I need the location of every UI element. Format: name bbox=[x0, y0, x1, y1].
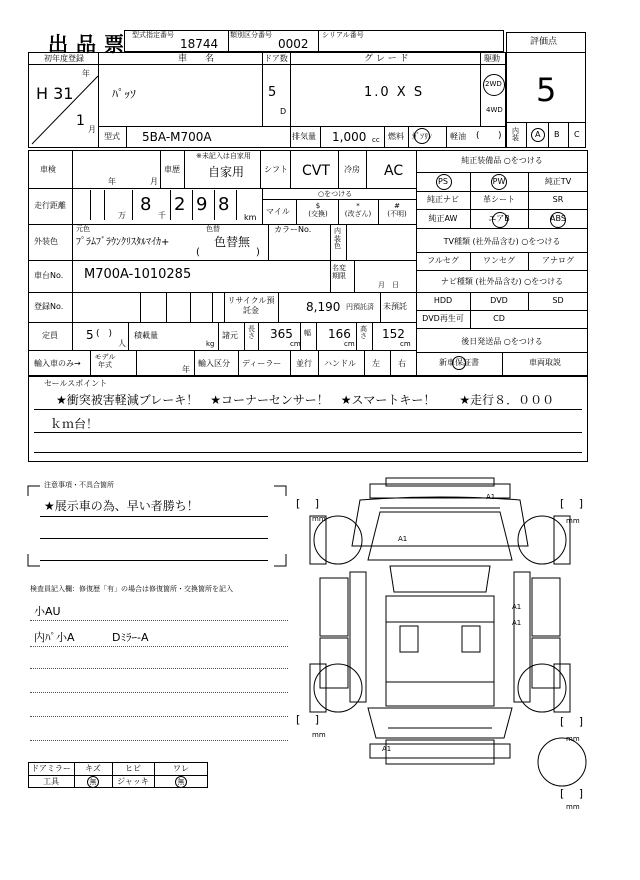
recycle-unit: 円預託済 bbox=[346, 303, 374, 311]
capacity-value: 5 bbox=[86, 328, 94, 342]
missing-h-scratch: キズ bbox=[85, 764, 101, 773]
tire-fl-unit: mm bbox=[312, 515, 326, 523]
sales-label: セールスポイント bbox=[44, 379, 108, 388]
tire-fl-bracket: [ ] bbox=[296, 497, 320, 510]
color-change-value: 色替無 bbox=[214, 235, 251, 249]
height-label: 高さ bbox=[360, 325, 367, 340]
registration-label: 登録No. bbox=[34, 302, 64, 311]
capacity-label: 定員 bbox=[42, 331, 58, 340]
color-change-label: 色替 bbox=[206, 225, 220, 233]
category-label: 類別区分番号 bbox=[230, 31, 272, 39]
history-value: 自家用 bbox=[208, 165, 245, 179]
km-unit: km bbox=[244, 213, 257, 222]
inspection-year-unit: 年 bbox=[108, 177, 116, 186]
category-value: 0002 bbox=[278, 37, 309, 51]
man-unit: 万 bbox=[118, 211, 126, 220]
nav-dvd: DVD bbox=[490, 296, 508, 305]
height-cm: cm bbox=[400, 340, 411, 348]
damage-mark-4: A1 bbox=[512, 619, 522, 627]
displacement-unit: cc bbox=[372, 136, 380, 144]
missing-h-mirror: ドアミラー bbox=[31, 764, 71, 773]
model-label: 型式 bbox=[104, 132, 120, 141]
nav-hdd: HDD bbox=[433, 296, 453, 305]
tire-spare-unit: mm bbox=[566, 803, 580, 811]
equip-aw: 純正AW bbox=[428, 214, 458, 223]
equip-pw: PW bbox=[492, 177, 506, 186]
grade-label: グ レ ー ド bbox=[364, 54, 409, 64]
sen-unit: 千 bbox=[158, 211, 166, 220]
name-change-label: 名変期限 bbox=[332, 264, 346, 281]
inspector-line-2a: 内ﾊﾟ小A bbox=[34, 631, 75, 644]
tire-rl-bracket: [ ] bbox=[296, 713, 320, 726]
later-warranty: 新車保証書 bbox=[439, 358, 479, 367]
name-change-date: 月 日 bbox=[378, 281, 399, 289]
parallel-label: 並行 bbox=[296, 359, 312, 368]
model-value: 5BA-M700A bbox=[142, 130, 212, 144]
recycle-value: 8,190 bbox=[306, 300, 341, 314]
car-damage-diagram bbox=[290, 476, 590, 816]
year-unit: 年 bbox=[82, 69, 90, 78]
color-label: 外装色 bbox=[34, 237, 58, 246]
tv-analog: アナログ bbox=[542, 256, 574, 265]
missing-jack: ジャッキ bbox=[117, 777, 149, 786]
mileage-label: 走行距離 bbox=[34, 201, 66, 210]
tv-oneseg: ワンセグ bbox=[483, 256, 515, 265]
displacement-value: 1,000 bbox=[332, 130, 367, 144]
era-value: H 31 bbox=[36, 84, 74, 103]
right-label: 右 bbox=[398, 359, 406, 368]
inspection-label: 車検 bbox=[40, 165, 56, 174]
inspector-line-2b: Dﾐﾗｰ-A bbox=[112, 631, 149, 644]
equipment-header: 純正装備品 ○をつける bbox=[461, 156, 543, 165]
shift-label: シフト bbox=[264, 165, 288, 174]
damage-mark-1: A1 bbox=[486, 493, 496, 501]
damage-mark-5: A1 bbox=[382, 745, 392, 753]
inspection-month-unit: 月 bbox=[150, 177, 158, 186]
sales-line-2: ｋｍ台！ bbox=[50, 417, 99, 431]
recycle-status: 未預託 bbox=[383, 302, 407, 311]
sales-point-box bbox=[28, 376, 588, 462]
drive-2wd: 2WD bbox=[485, 80, 502, 88]
form-title: 出品票 bbox=[48, 32, 132, 56]
load-label: 積載量 bbox=[134, 331, 158, 340]
altered-label: * (改ざん) bbox=[344, 202, 372, 219]
mileage-digit-2: 9 bbox=[196, 194, 208, 215]
dealer-label: ディーラー bbox=[242, 359, 282, 368]
tire-fr-bracket: [ ] bbox=[560, 497, 584, 510]
car-name-label: 車 名 bbox=[178, 54, 215, 64]
interior-label: 内装 bbox=[512, 127, 519, 142]
equip-airbag: エアB bbox=[488, 214, 510, 223]
damage-mark-2: A1 bbox=[398, 535, 408, 543]
history-note: ※未記入は自家用 bbox=[196, 152, 251, 160]
tax-label: 諸元 bbox=[222, 331, 238, 340]
serial-label: シリアル番号 bbox=[322, 31, 364, 39]
chassis-value: M700A-1010285 bbox=[84, 267, 192, 282]
interior-c: C bbox=[574, 130, 580, 139]
equip-abs: ABS bbox=[550, 214, 566, 223]
interior-b: B bbox=[554, 130, 560, 139]
drive-4wd: 4WD bbox=[486, 106, 503, 114]
light-oil-label: 軽油 bbox=[450, 132, 466, 141]
nav-sd: SD bbox=[552, 296, 564, 305]
notes-label: 注意事項・不具合箇所 bbox=[44, 481, 114, 489]
length-label: 長さ bbox=[248, 325, 255, 340]
ac-label: 冷房 bbox=[344, 165, 360, 174]
width-cm: cm bbox=[344, 340, 355, 348]
model-cert-label: 型式指定番号 bbox=[132, 31, 174, 39]
header-section: 出品票 型式指定番号 18744 類別区分番号 0002 シリアル番号 評価点 5 初年度登録 車 名 ドア数 グ レ ー ド 駆動 H 31 年 1 月 ﾊﾟｯｿ 5 D 1.0 X S 2WD 4WD 型式 5BA-M700A 排気量 1,000 cc 燃料 ｶﾞｿﾘﾝ 軽油 ( ) 内装 A B C bbox=[28, 30, 588, 148]
first-reg-label: 初年度登録 bbox=[44, 54, 84, 63]
color-orig-label: 元色 bbox=[76, 225, 90, 233]
missing-jack-value: 無 bbox=[177, 778, 185, 786]
model-year-unit: 年 bbox=[182, 365, 190, 374]
import-type-label: 輸入区分 bbox=[198, 359, 230, 368]
width-label: 幅 bbox=[304, 329, 311, 337]
shift-value: CVT bbox=[302, 163, 330, 179]
exchanged-label: $ (交換) bbox=[308, 202, 328, 219]
equip-sr: SR bbox=[552, 195, 564, 204]
doors-label: ドア数 bbox=[264, 54, 288, 63]
chassis-label: 車台No. bbox=[34, 271, 64, 280]
fuel-value: ｶﾞｿﾘﾝ bbox=[412, 132, 432, 141]
mile-label: マイル bbox=[266, 207, 290, 216]
history-label: 車歴 bbox=[164, 165, 180, 174]
inspector-label: 検査員記入欄：修復歴「有」の場合は修復箇所・交換箇所を記入 bbox=[30, 585, 233, 593]
cd-label: CD bbox=[493, 314, 505, 323]
length-value: 365 bbox=[270, 327, 293, 341]
interior-a: A bbox=[535, 130, 541, 139]
grade-score-label: 評価点 bbox=[530, 37, 558, 47]
mile-circle-note: ○をつける bbox=[318, 190, 353, 198]
notes-line-1: ★展示車の為、早い者勝ち！ bbox=[44, 499, 199, 513]
doors-type: D bbox=[280, 107, 287, 116]
mileage-man: 8 bbox=[140, 194, 152, 215]
later-header: 後日発送品 ○をつける bbox=[461, 337, 543, 346]
equip-leather: 革シート bbox=[483, 195, 515, 204]
missing-tools-value: 無 bbox=[89, 778, 97, 786]
month-unit: 月 bbox=[88, 125, 96, 134]
mileage-digit-3: 8 bbox=[218, 194, 230, 215]
drive-label: 駆動 bbox=[484, 54, 500, 63]
import-label: 輸入車のみ→ bbox=[34, 359, 81, 368]
month-value: 1 bbox=[76, 113, 85, 129]
missing-tools: 工具 bbox=[43, 777, 59, 786]
recycle-label: リサイクル預託金 bbox=[227, 296, 275, 315]
dvd-label: DVD再生可 bbox=[422, 314, 464, 323]
tv-header: TV種類 (社外品含む) ○をつける bbox=[443, 237, 561, 246]
left-label: 左 bbox=[372, 359, 380, 368]
inspector-line-1: 小AU bbox=[34, 605, 61, 618]
car-name-value: ﾊﾟｯｿ bbox=[112, 87, 137, 101]
sales-line-1: ★衝突被害軽減ブレーキ！ ★コーナーセンサー！ ★スマートキー！ ★走行８．０００ bbox=[56, 393, 555, 407]
handle-label: ハンドル bbox=[324, 359, 356, 368]
height-value: 152 bbox=[382, 327, 405, 341]
ac-value: AC bbox=[384, 163, 404, 179]
length-cm: cm bbox=[290, 340, 301, 348]
grade-value: 1.0 X S bbox=[364, 85, 425, 100]
doors-value: 5 bbox=[268, 85, 277, 100]
tv-fullseg: フルセグ bbox=[427, 256, 459, 265]
fuel-label: 燃料 bbox=[388, 132, 404, 141]
grade-score-value: 5 bbox=[536, 71, 557, 109]
equip-tv: 純正TV bbox=[544, 177, 572, 186]
tire-rl-unit: mm bbox=[312, 731, 326, 739]
unknown-label: # (不明) bbox=[387, 202, 407, 219]
interior-color-label: 内装色 bbox=[334, 227, 341, 251]
tire-rr-bracket: [ ] bbox=[560, 715, 584, 728]
equipment-panel bbox=[416, 150, 588, 376]
color-value: ﾌﾟﾗﾑﾌﾞﾗｳﾝｸﾘｽﾀﾙﾏｲｶ+ bbox=[76, 237, 170, 248]
model-year-label: モデル年式 bbox=[94, 353, 116, 369]
missing-h-crack: ヒビ bbox=[125, 764, 141, 773]
notes-bracket bbox=[26, 481, 288, 568]
tire-fr-unit: mm bbox=[566, 517, 580, 525]
era-slash bbox=[28, 64, 98, 148]
model-cert-value: 18744 bbox=[180, 37, 219, 51]
tire-rr-unit: mm bbox=[566, 735, 580, 743]
width-value: 166 bbox=[328, 327, 351, 341]
capacity-unit: 人 bbox=[118, 339, 126, 348]
damage-mark-3: A1 bbox=[512, 603, 522, 611]
equip-ps: PS bbox=[438, 177, 448, 186]
equip-navi: 純正ナビ bbox=[427, 195, 459, 204]
displacement-label: 排気量 bbox=[292, 132, 316, 141]
nav-header: ナビ種類 (社外品含む) ○をつける bbox=[440, 277, 564, 286]
missing-h-break: ワレ bbox=[173, 764, 189, 773]
tire-spare-bracket: [ ] bbox=[560, 787, 584, 800]
color-no-label: カラーNo. bbox=[274, 225, 312, 234]
mileage-digit-1: 2 bbox=[174, 194, 186, 215]
later-manual: 車両取説 bbox=[529, 358, 561, 367]
load-unit: kg bbox=[206, 340, 215, 348]
